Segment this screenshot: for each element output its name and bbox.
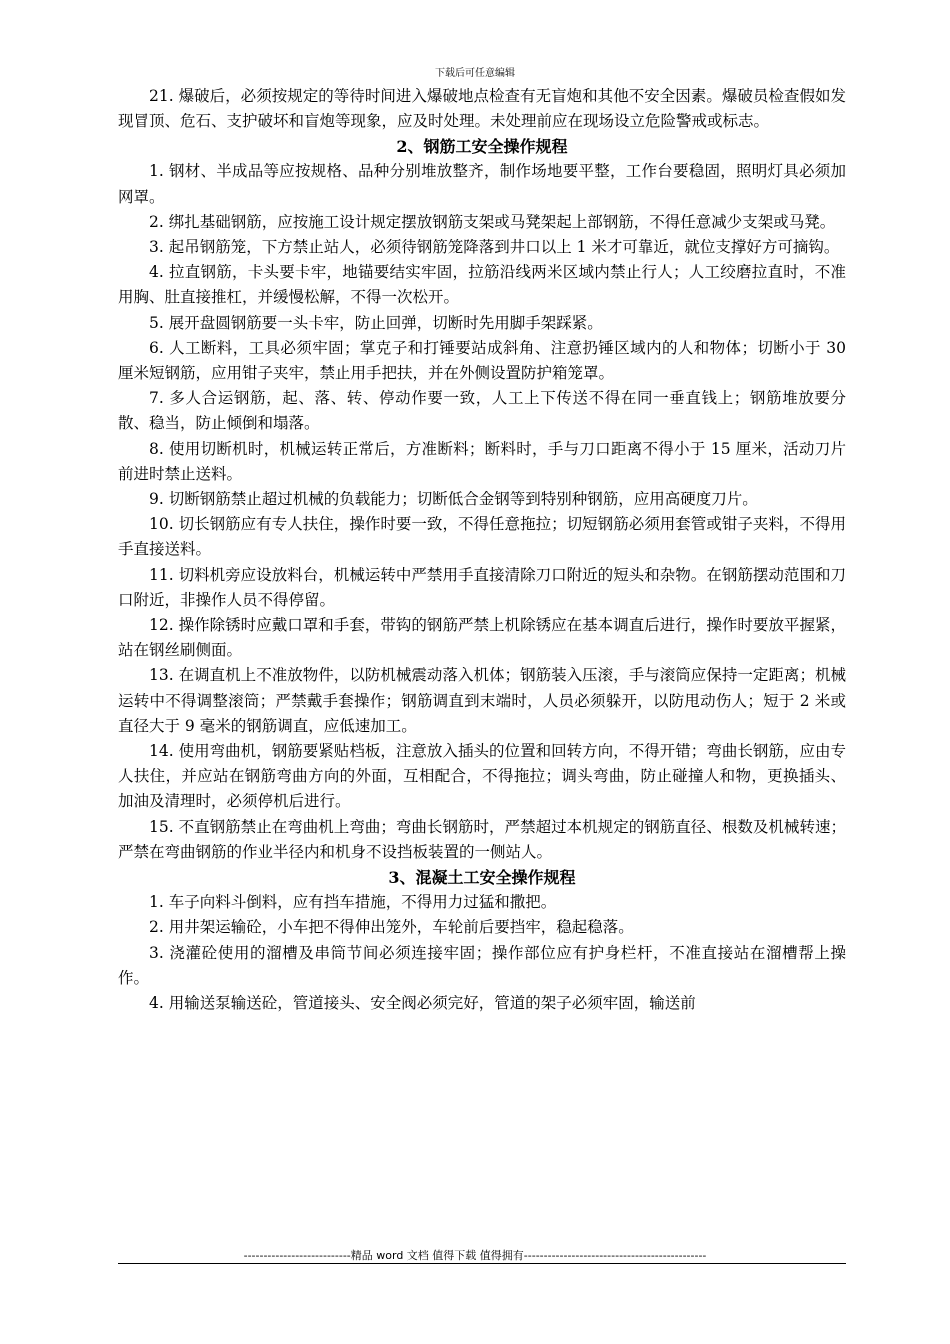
rebar-rule-8: 8. 使用切断机时，机械运转正常后，方准断料；断料时，手与刀口距离不得小于 15 厘米，活动刀片前进时禁止送料。	[118, 439, 846, 483]
rebar-rule-7: 7. 多人合运钢筋，起、落、转、停动作要一致，人工上下传送不得在同一垂直钱上；钢筋堆放要分散、稳当，防止倾倒和塌落。	[118, 389, 846, 433]
rebar-rule-12: 12. 操作除锈时应戴口罩和手套，带钩的钢筋严禁上机除锈应在基本调直后进行，操作时要放平握紧，站在钢丝刷侧面。	[118, 616, 846, 660]
concrete-rule-3: 3. 浇灌砼使用的溜槽及串筒节间必须连接牢固；操作部位应有护身栏杆，不准直接站在溜槽帮上操作。	[118, 943, 846, 987]
concrete-rule-2: 2. 用井架运输砼，小车把不得伸出笼外，车轮前后要挡牢，稳起稳落。	[149, 918, 634, 937]
section-title-rebar-safety: 2、钢筋工安全操作规程	[396, 137, 568, 157]
rebar-rule-6: 6. 人工断料，工具必须牢固；掌克子和打锤要站成斜角、注意扔锤区域内的人和物体；切断小于 30 厘米短钢筋，应用钳子夹牢，禁止用手把扶，并在外侧设置防护箱笼罩。	[118, 338, 846, 383]
rebar-rule-10: 10. 切长钢筋应有专人扶住，操作时要一致，不得任意拖拉；切短钢筋必须用套管或钳子夹料，不得用手直接送料。	[118, 515, 846, 559]
rebar-rule-11: 11. 切料机旁应设放料台，机械运转中严禁用手直接清除刀口附近的短头和杂物。在钢筋摆动范围和刀口附近，非操作人员不得停留。	[118, 565, 846, 609]
rebar-rule-14: 14. 使用弯曲机，钢筋要紧贴档板，注意放入插头的位置和回转方向，不得开错；弯曲长钢筋，应由专人扶住，并应站在钢筋弯曲方向的外面，互相配合，不得拖拉；调头弯曲，防止碰撞人和物，更换插头、加油及清理时，必须停机后进行。	[118, 742, 846, 811]
concrete-rule-4: 4. 用输送泵输送砼，管道接头、安全阀必须完好，管道的架子必须牢固，输送前	[149, 993, 696, 1012]
rebar-rule-3: 3. 起吊钢筋笼，下方禁止站人，必须待钢筋笼降落到井口以上 1 米才可靠近，就位支撑好方可摘钩。	[149, 238, 840, 257]
rebar-rule-2: 2. 绑扎基础钢筋，应按施工设计规定摆放钢筋支架或马凳架起上部钢筋，不得任意减少支架或马凳。	[149, 212, 836, 231]
rebar-rule-9: 9. 切断钢筋禁止超过机械的负载能力；切断低合金钢等到特别种钢筋，应用高硬度刀片。	[149, 490, 758, 509]
section-title-concrete-safety: 3、混凝土工安全操作规程	[388, 868, 576, 888]
footer-text: ---------------------------精品 word 文档 值得下载 值得拥有----------------------------------------------	[243, 1249, 707, 1262]
rebar-rule-1: 1. 钢材、半成品等应按规格、品种分别堆放整齐，制作场地要平整，工作台要稳固，照明灯具必须加网罩。	[118, 162, 846, 206]
rebar-rule-4: 4. 拉直钢筋，卡头要卡牢，地锚要结实牢固，拉筋沿线两米区域内禁止行人；人工绞磨拉直时，不准用胸、肚直接推杠，并缓慢松解，不得一次松开。	[118, 263, 846, 307]
header-note: 下载后可任意编辑	[435, 68, 515, 79]
document-body	[118, 84, 846, 1016]
rebar-rule-13: 13. 在调直机上不准放物件，以防机械震动落入机体；钢筋装入压滚，手与滚筒应保持一定距离；机械运转中不得调整滚筒；严禁戴手套操作；钢筋调直到末端时，人员必须躲开，以防甩动伤人；短于 2 米或直径大于 9 毫米的钢筋调直，应低速加工。	[118, 666, 846, 735]
rebar-rule-15: 15. 不直钢筋禁止在弯曲机上弯曲；弯曲长钢筋时，严禁超过本机规定的钢筋直径、根数及机械转速；严禁在弯曲钢筋的作业半径内和机身不设挡板装置的一侧站人。	[118, 817, 846, 861]
footer-divider	[118, 1263, 846, 1264]
rebar-rule-5: 5. 展开盘圆钢筋要一头卡牢，防止回弹，切断时先用脚手架踩紧。	[149, 313, 603, 332]
concrete-rule-1: 1. 车子向料斗倒料，应有挡车措施，不得用力过猛和撒把。	[149, 893, 557, 912]
paragraph-21: 21. 爆破后，必须按规定的等待时间进入爆破地点检查有无盲炮和其他不安全因素。爆破员检查假如发现冒顶、危石、支护破坏和盲炮等现象，应及时处理。未处理前应在现场设立危险警戒或标志。	[118, 87, 846, 131]
